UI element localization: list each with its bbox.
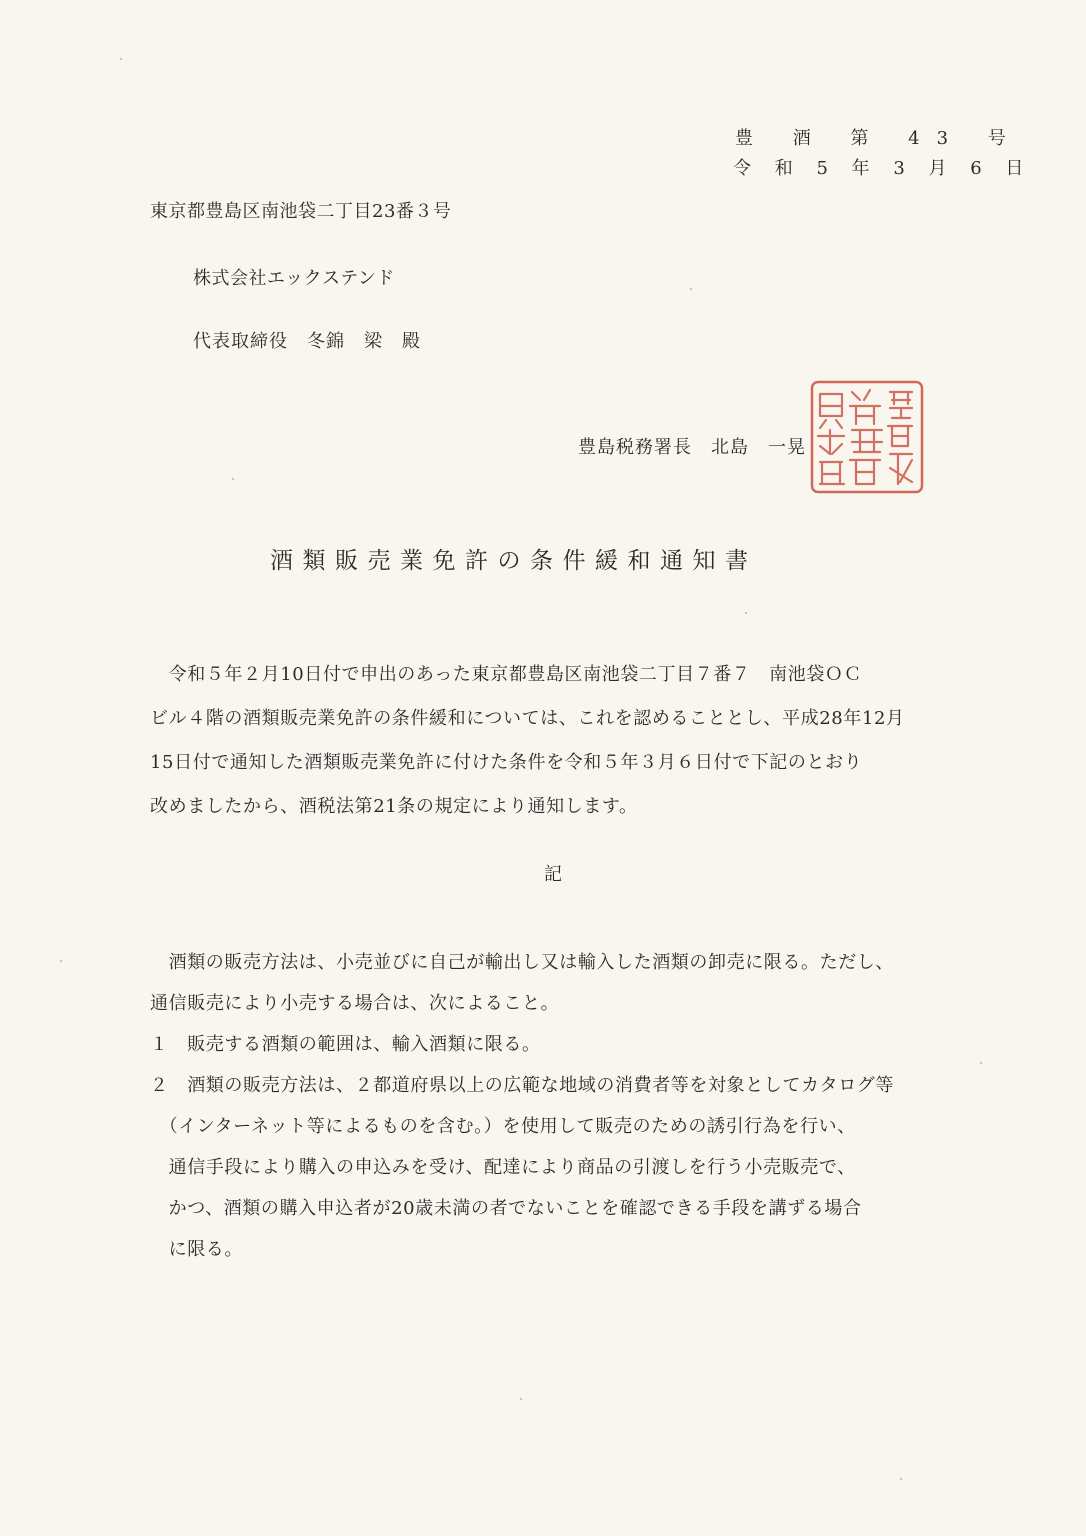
recipient-representative: 代表取締役 冬錦 梁 殿 [193,331,421,352]
ki-heading: 記 [544,864,562,885]
paper-speck [745,612,747,614]
paper-speck [520,1398,522,1400]
document-title: 酒類販売業免許の条件緩和通知書 [270,548,758,574]
condition-line: 通信販売により小売する場合は、次によること。 [150,993,560,1014]
document-number: 豊 酒 第 43 号 [735,128,1023,149]
recipient-address: 東京都豊島区南池袋二丁目23番３号 [150,201,452,222]
paper-speck [120,58,122,60]
paper-speck [900,1478,902,1480]
condition-line: に限る。 [150,1239,243,1260]
body-line: ビル４階の酒類販売業免許の条件緩和については、これを認めることとし、平成28年12月 [150,708,905,729]
official-seal-stamp [808,378,926,496]
condition-line: １ 販売する酒類の範囲は、輸入酒類に限る。 [150,1034,541,1055]
conditions-section [150,942,990,1270]
body-line: 改めましたから、酒税法第21条の規定により通知します。 [150,796,638,817]
condition-line: かつ、酒類の購入申込者が20歳未満の者でないことを確認できる手段を講ずる場合 [150,1198,862,1219]
document-date: 令 和 5 年 3 月 6 日 [733,158,1033,179]
issuer-name: 豊島税務署長 北島 一晃 [578,437,806,458]
notice-body [150,653,980,829]
paper-speck [60,960,62,962]
condition-line: ２ 酒類の販売方法は、２都道府県以上の広範な地域の消費者等を対象としてカタログ等 [150,1075,894,1096]
condition-line: （インターネット等によるものを含む。）を使用して販売のための誘引行為を行い、 [150,1116,856,1137]
paper-speck [690,288,692,290]
body-line: 15日付で通知した酒類販売業免許に付けた条件を令和５年３月６日付で下記のとおり [150,752,863,773]
condition-line: 通信手段により購入の申込みを受け、配達により商品の引渡しを行う小売販売で、 [150,1157,856,1178]
body-line: 令和５年２月10日付で申出のあった東京都豊島区南池袋二丁目７番７ 南池袋ＯＣ [150,664,863,685]
recipient-company: 株式会社エックステンド [193,268,395,289]
paper-speck [232,478,234,480]
condition-line: 酒類の販売方法は、小売並びに自己が輸出し又は輸入した酒類の卸売に限る。ただし、 [150,952,894,973]
